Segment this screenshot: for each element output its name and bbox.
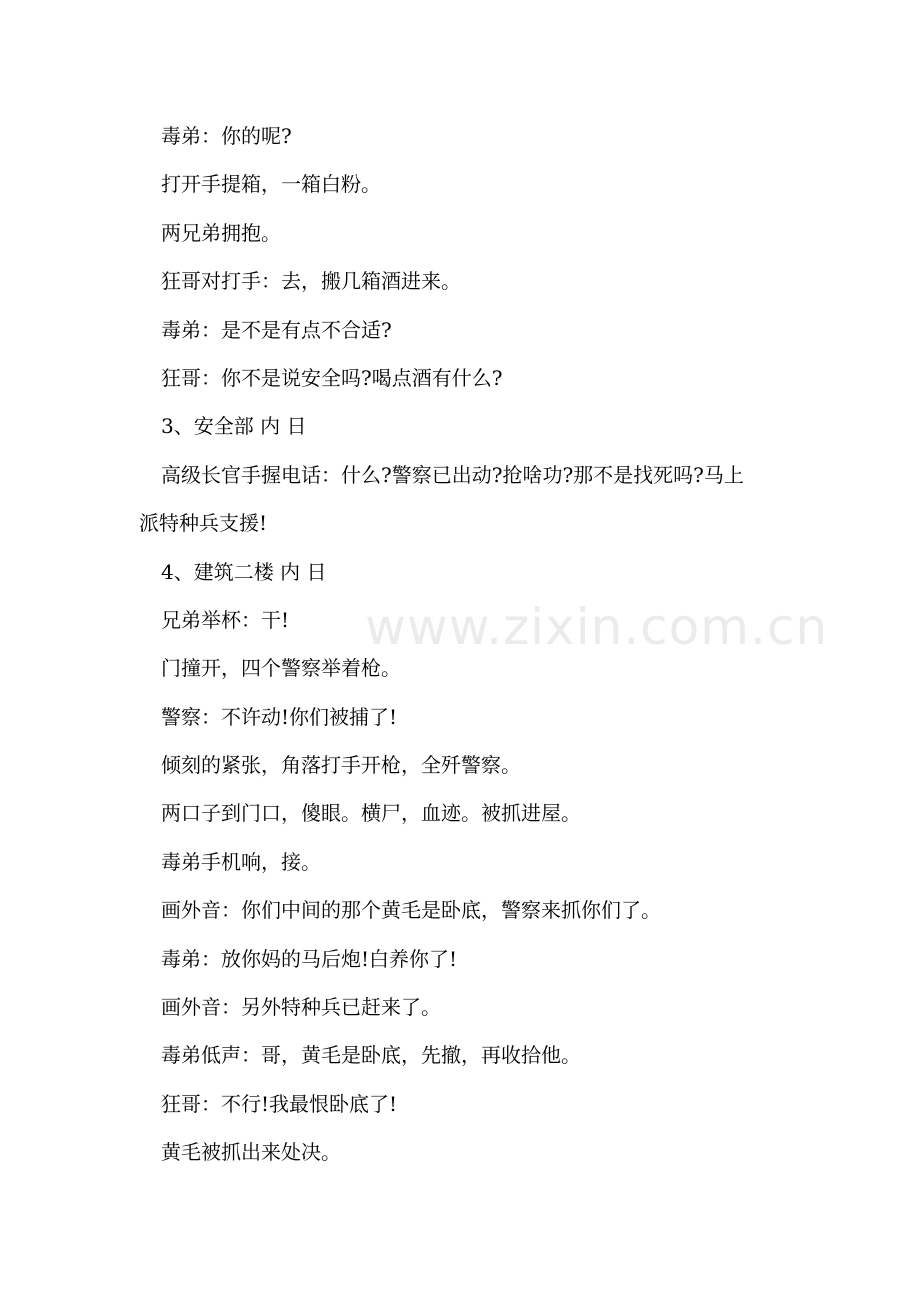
script-line: 画外音：另外特种兵已赶来了。 — [161, 995, 441, 1020]
script-line: 毒弟低声：哥，黄毛是卧底，先撤，再收拾他。 — [161, 1043, 581, 1068]
script-line: 狂哥：你不是说安全吗?喝点酒有什么? — [161, 365, 503, 390]
scene-heading: 4、建筑二楼 内 日 — [161, 559, 327, 584]
script-line: 毒弟：是不是有点不合适? — [161, 317, 392, 342]
script-line-continued: 派特种兵支援! — [139, 511, 268, 536]
script-body — [139, 112, 789, 1177]
script-line: 高级长官手握电话：什么?警察已出动?抢啥功?那不是找死吗?马上 — [161, 462, 744, 487]
script-line: 两兄弟拥抱。 — [161, 220, 281, 245]
script-line: 兄弟举杯：干! — [161, 607, 290, 632]
script-line: 毒弟：你的呢? — [161, 124, 292, 148]
scene-heading: 3、安全部 内 日 — [161, 414, 307, 439]
script-line: 毒弟：放你妈的马后炮!白养你了! — [161, 946, 458, 971]
watermark: www.zixin.com.cn — [365, 598, 829, 656]
script-line: 门撞开，四个警察举着枪。 — [161, 656, 401, 681]
script-line: 黄毛被抓出来处决。 — [161, 1140, 341, 1165]
script-line: 打开手提箱，一箱白粉。 — [161, 172, 381, 197]
script-line: 倾刻的紧张，角落打手开枪，全歼警察。 — [161, 753, 521, 778]
script-line: 毒弟手机响，接。 — [161, 849, 321, 874]
script-line: 狂哥对打手：去，搬几箱酒进来。 — [161, 269, 461, 294]
script-line: 两口子到门口，傻眼。横尸，血迹。被抓进屋。 — [161, 801, 581, 826]
script-line: 画外音：你们中间的那个黄毛是卧底，警察来抓你们了。 — [161, 898, 661, 923]
script-line: 狂哥：不行!我最恨卧底了! — [161, 1091, 398, 1116]
script-line: 警察：不许动!你们被捕了! — [161, 704, 398, 729]
